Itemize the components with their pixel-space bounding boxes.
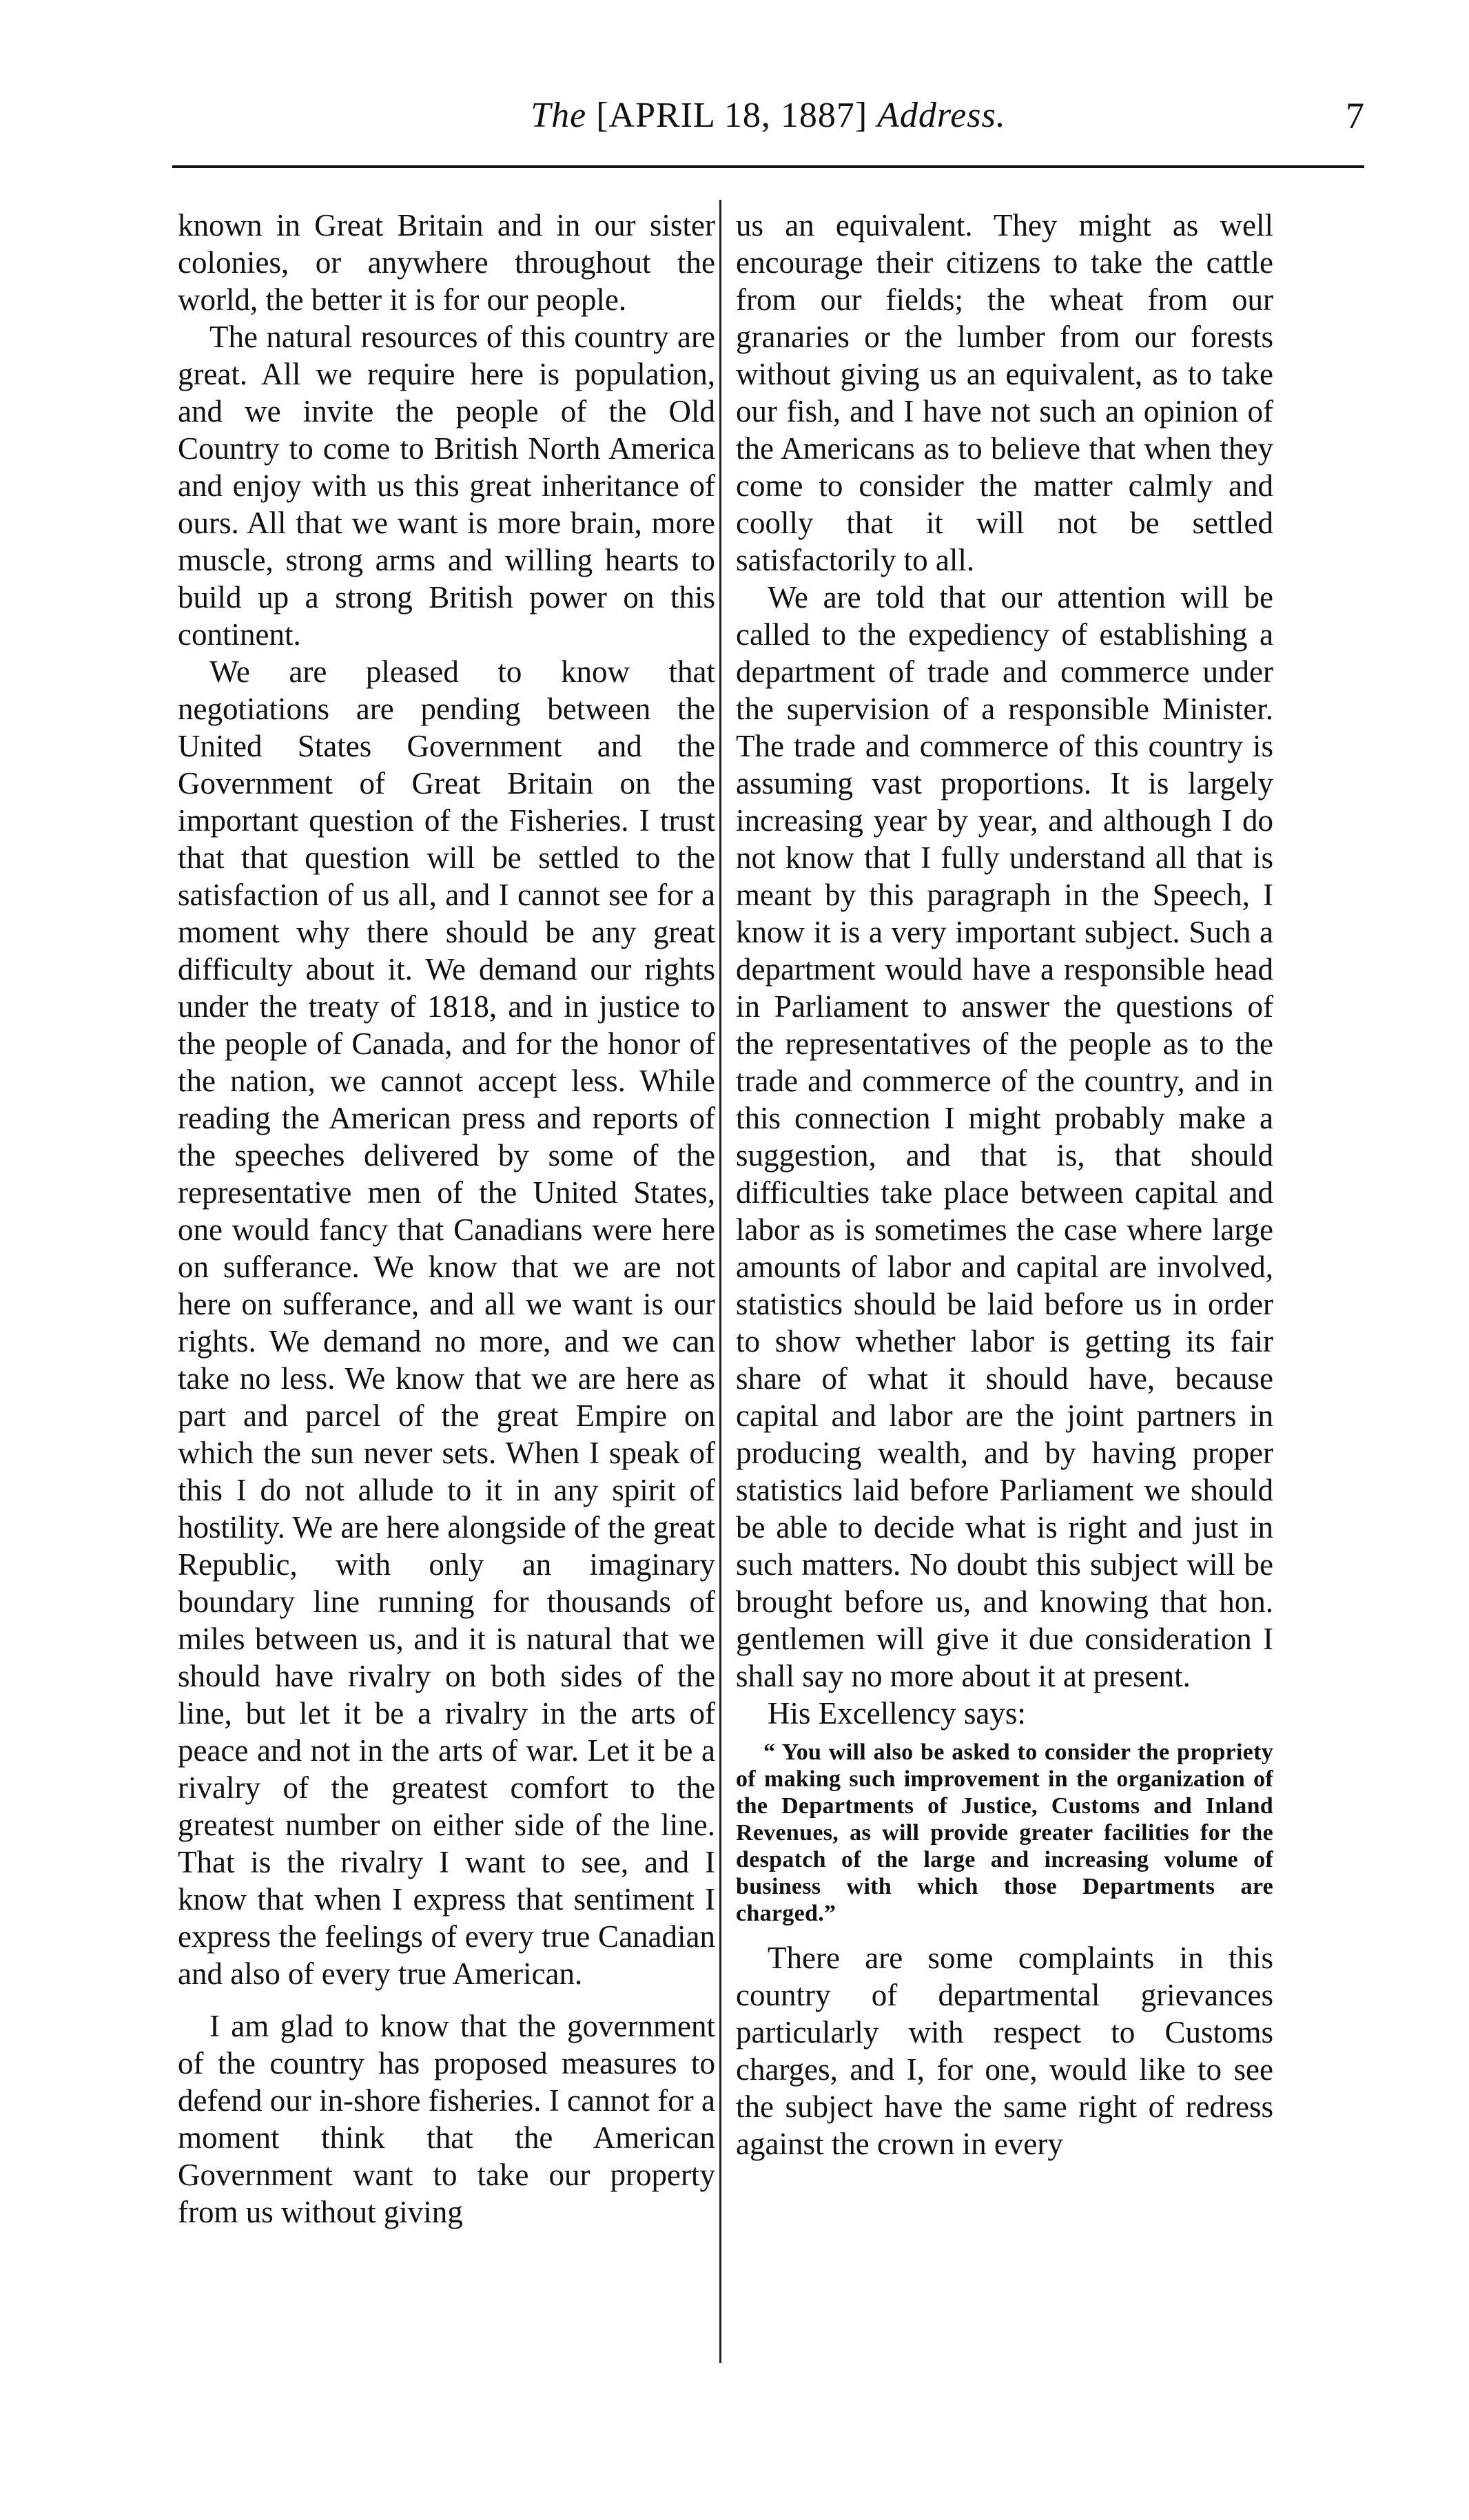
left-paragraph-2: The natural resources of this country are great. All we require here is population, and we invite the people of the Old Country to come to British North America and enjoy with us this great inheritance of ours. All that we want is more brain, more muscle, strong arms and willing hearts to build up a strong British power on this continent. [178,320,715,652]
right-paragraph-excellency: His Excellency says: [768,1696,1026,1731]
header-rule [172,165,1364,168]
running-title [172,88,1364,143]
page-number: 7 [1346,95,1364,136]
page-header [172,88,1364,143]
left-column [178,207,715,2231]
running-title-address: Address. [877,96,1006,135]
right-paragraph-continued: us an equivalent. They might as well encourage their citizens to take the cattle from our fields; the wheat from our granaries or the lumber from our forests without giving us an equivalent, as to take our fish, and I have not such an opinion of the Americans as to believe that when they come to consider the matter calmly and coolly that it will not be settled satisfactorily to all. [736,208,1273,577]
right-column [736,207,1273,2162]
column-divider [719,200,721,2363]
right-paragraph-trade: We are told that our attention will be called to the expediency of establishing a department of trade and commerce under the supervision of a responsible Minister. The trade and commerce of this country is assuming vast proportions. It is largely increasing year by year, and although I do not know that I fully understand all that is meant by this paragraph in the Speech, I know it is a very important subject. Such a department would have a responsible head in Parliament to answer the questions of the representatives of the people as to the trade and commerce of the country, and in this connection I might probably make a suggestion, and that is, that should difficulties take place between capital and labor as is sometimes the case where large amounts of labor and capital are involved, statistics should be laid before us in order to show whether labor is getting its fair share of what it should have, because capital and labor are the joint partners in producing wealth, and by having proper statistics laid before Parliament we should be able to decide what is right and just in such matters. No doubt this subject will be brought before us, and knowing that hon. gentlemen will give it due consideration I shall say no more about it at present. [736,580,1273,1693]
left-paragraph-3: We are pleased to know that negotiations are pending between the United States Government and the Government of Great Britain on the important question of the Fisheries. I trust that that question will be settled to the satisfaction of us all, and I cannot see for a moment why there should be any great difficulty about it. We demand our rights under the treaty of 1818, and in justice to the people of Canada, and for the honor of the nation, we cannot accept less. While reading the American press and reports of the speeches delivered by some of the representative men of the United States, one would fancy that Canadians were here on sufferance. We know that we are not here on sufferance, and all we want is our rights. We demand no more, and we can take no less. We know that we are here as part and parcel of the great Empire on which the sun never sets. When I speak of this I do not allude to it in any spirit of hostility. We are here alongside of the great Republic, with only an imaginary boundary line running for thousands of miles between us, and it is natural that we should have rivalry on both sides of the line, but let it be a rivalry in the arts of peace and not in the arts of war. Let it be a rivalry of the greatest comfort to the greatest number on either side of the line. That is the rivalry I want to see, and I know that when I express that sentiment I express the feelings of every true Canadian and also of every true American. [178,654,715,1991]
speech-quotation: “ You will also be asked to consider the propriety of making such improvement in the organization of the Departments of Justice, Customs and Inland Revenues, as will provide greater facilities for the despatch of the large and increasing volume of business with which those Departments are charged.” [736,1739,1273,1926]
running-title-date: [APRIL 18, 1887] [596,96,868,135]
left-paragraph-4: I am glad to know that the government of the country has proposed measures to defend our in-shore fisheries. I cannot for a moment think that the American Government want to take our property from us without giving [178,2009,715,2229]
left-paragraph-1: known in Great Britain and in our sister colonies, or anywhere throughout the world, the better it is for our people. [178,208,715,317]
right-paragraph-complaints: There are some complaints in this country of departmental grievances particularly with respect to Customs charges, and I, for one, would like to see the subject have the same right of redress against the crown in every [736,1941,1273,2161]
running-title-the: The [531,96,587,135]
